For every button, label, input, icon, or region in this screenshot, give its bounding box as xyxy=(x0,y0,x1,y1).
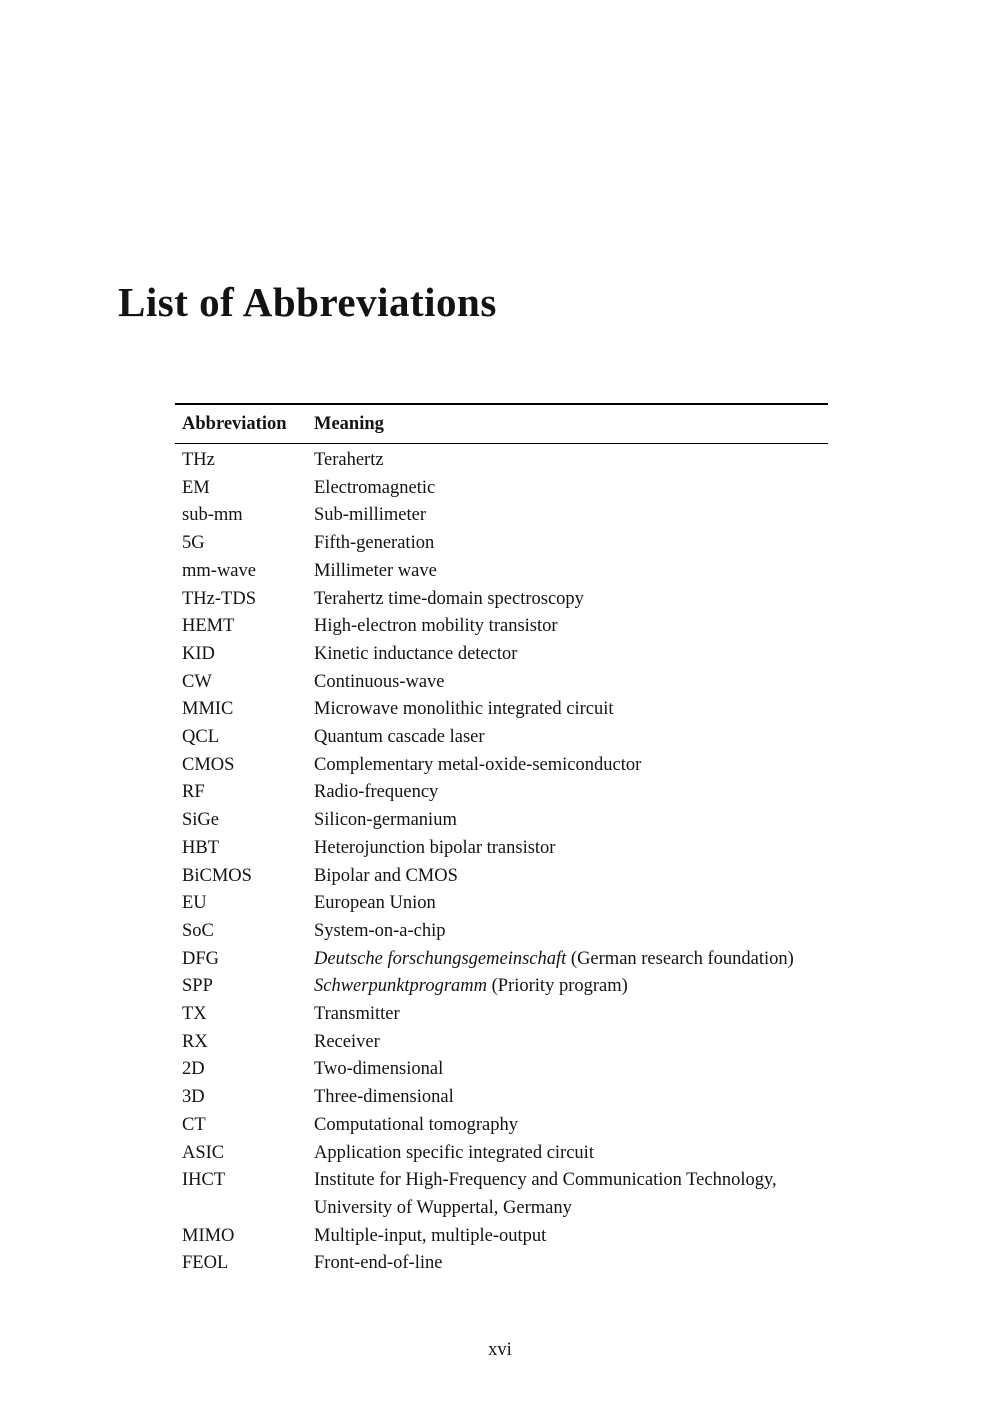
meaning-cell: Two-dimensional xyxy=(314,1059,444,1080)
meaning-cell: Bipolar and CMOS xyxy=(314,865,458,886)
table-row xyxy=(175,1084,828,1112)
abbreviation-cell: THz xyxy=(182,450,215,470)
abbreviation-cell: CMOS xyxy=(182,754,235,775)
table-row xyxy=(175,835,828,863)
meaning-cell: Transmitter xyxy=(314,1004,400,1025)
table-row xyxy=(175,890,828,918)
table-row xyxy=(175,973,828,1001)
table-row xyxy=(175,613,828,641)
meaning-cell: Schwerpunktprogramm (Priority program) xyxy=(314,976,628,997)
table-header-row xyxy=(175,405,828,444)
meaning-cell: Three-dimensional xyxy=(314,1087,454,1108)
table-row xyxy=(175,1029,828,1057)
meaning-cell: High-electron mobility transistor xyxy=(314,616,558,637)
meaning-cell: Deutsche forschungsgemeinschaft (German research foundation) xyxy=(314,948,794,969)
table-row xyxy=(175,530,828,558)
table-row xyxy=(175,863,828,891)
page-title: List of Abbreviations xyxy=(118,279,497,325)
abbreviation-cell: EU xyxy=(182,893,207,914)
abbreviation-cell: KID xyxy=(182,643,215,664)
abbreviation-cell: sub-mm xyxy=(182,505,243,526)
table-row xyxy=(175,918,828,946)
meaning-cell: Quantum cascade laser xyxy=(314,727,485,748)
table-row xyxy=(175,779,828,807)
abbreviation-cell: BiCMOS xyxy=(182,865,252,886)
meaning-cell: Continuous-wave xyxy=(314,671,445,692)
meaning-cell: Terahertz xyxy=(314,450,384,470)
abbreviation-cell: EM xyxy=(182,477,210,498)
abbreviation-cell: IHCT xyxy=(182,1170,226,1191)
table-row xyxy=(175,1112,828,1140)
meaning-cell: Electromagnetic xyxy=(314,477,436,498)
abbreviation-cell: DFG xyxy=(182,948,220,969)
abbreviations-table xyxy=(175,403,828,1278)
table-row xyxy=(175,752,828,780)
abbreviation-cell: HEMT xyxy=(182,616,235,637)
header-meaning: Meaning xyxy=(314,413,384,434)
table-row xyxy=(175,724,828,752)
table-row xyxy=(175,946,828,974)
meaning-cell: Front-end-of-line xyxy=(314,1253,443,1274)
table-row xyxy=(175,475,828,503)
abbreviation-cell: TX xyxy=(182,1004,207,1025)
abbreviation-cell: THz-TDS xyxy=(182,588,256,609)
meaning-cell: European Union xyxy=(314,893,436,914)
table-row xyxy=(175,1140,828,1168)
table-row xyxy=(175,641,828,669)
table-row xyxy=(175,558,828,586)
meaning-cell: Silicon-germanium xyxy=(314,810,457,831)
table-row xyxy=(175,696,828,724)
abbreviation-cell: 2D xyxy=(182,1059,205,1080)
table-row xyxy=(175,1001,828,1029)
table-row xyxy=(175,586,828,614)
meaning-cell: Complementary metal-oxide-semiconductor xyxy=(314,754,642,775)
page-number: xvi xyxy=(488,1340,512,1360)
meaning-cell: Sub-millimeter xyxy=(314,505,427,526)
abbreviation-cell: ASIC xyxy=(182,1142,225,1163)
abbreviation-cell: MIMO xyxy=(182,1225,235,1246)
abbreviation-cell: mm-wave xyxy=(182,560,256,581)
table-row xyxy=(175,447,828,475)
meaning-cell: Receiver xyxy=(314,1031,380,1052)
abbreviation-cell: RF xyxy=(182,782,205,803)
meaning-cell: Heterojunction bipolar transistor xyxy=(314,837,556,858)
meaning-cell: Millimeter wave xyxy=(314,560,437,581)
meaning-cell: Kinetic inductance detector xyxy=(314,643,518,664)
abbreviation-cell: QCL xyxy=(182,727,219,748)
meaning-cell: Microwave monolithic integrated circuit xyxy=(314,699,614,720)
abbreviation-cell: SoC xyxy=(182,920,214,941)
meaning-cell: Computational tomography xyxy=(314,1114,518,1135)
meaning-cell: Application specific integrated circuit xyxy=(314,1142,594,1163)
header-abbreviation: Abbreviation xyxy=(182,413,287,434)
abbreviation-cell: HBT xyxy=(182,837,219,858)
abbreviation-cell: FEOL xyxy=(182,1253,229,1274)
abbreviation-cell: SPP xyxy=(182,976,213,997)
table-row xyxy=(175,502,828,530)
table-row xyxy=(175,1223,828,1251)
table-body xyxy=(175,444,828,1278)
table-row xyxy=(175,1167,828,1222)
table-row xyxy=(175,1056,828,1084)
abbreviation-cell: 5G xyxy=(182,533,205,554)
abbreviation-cell: 3D xyxy=(182,1087,205,1108)
meaning-cell: Fifth-generation xyxy=(314,533,435,554)
meaning-cell: Institute for High-Frequency and Communication Technology, University of Wuppertal, Germany xyxy=(314,1170,777,1218)
meaning-cell: Terahertz time-domain spectroscopy xyxy=(314,588,584,609)
abbreviation-cell: SiGe xyxy=(182,810,219,831)
abbreviation-cell: MMIC xyxy=(182,699,234,720)
abbreviation-cell: RX xyxy=(182,1031,208,1052)
meaning-cell: System-on-a-chip xyxy=(314,920,446,941)
abbreviation-cell: CW xyxy=(182,671,212,692)
table-row xyxy=(175,669,828,697)
meaning-cell: Multiple-input, multiple-output xyxy=(314,1225,547,1246)
table-row xyxy=(175,807,828,835)
abbreviation-cell: CT xyxy=(182,1114,206,1135)
meaning-cell: Radio-frequency xyxy=(314,782,439,803)
table-row xyxy=(175,1250,828,1278)
